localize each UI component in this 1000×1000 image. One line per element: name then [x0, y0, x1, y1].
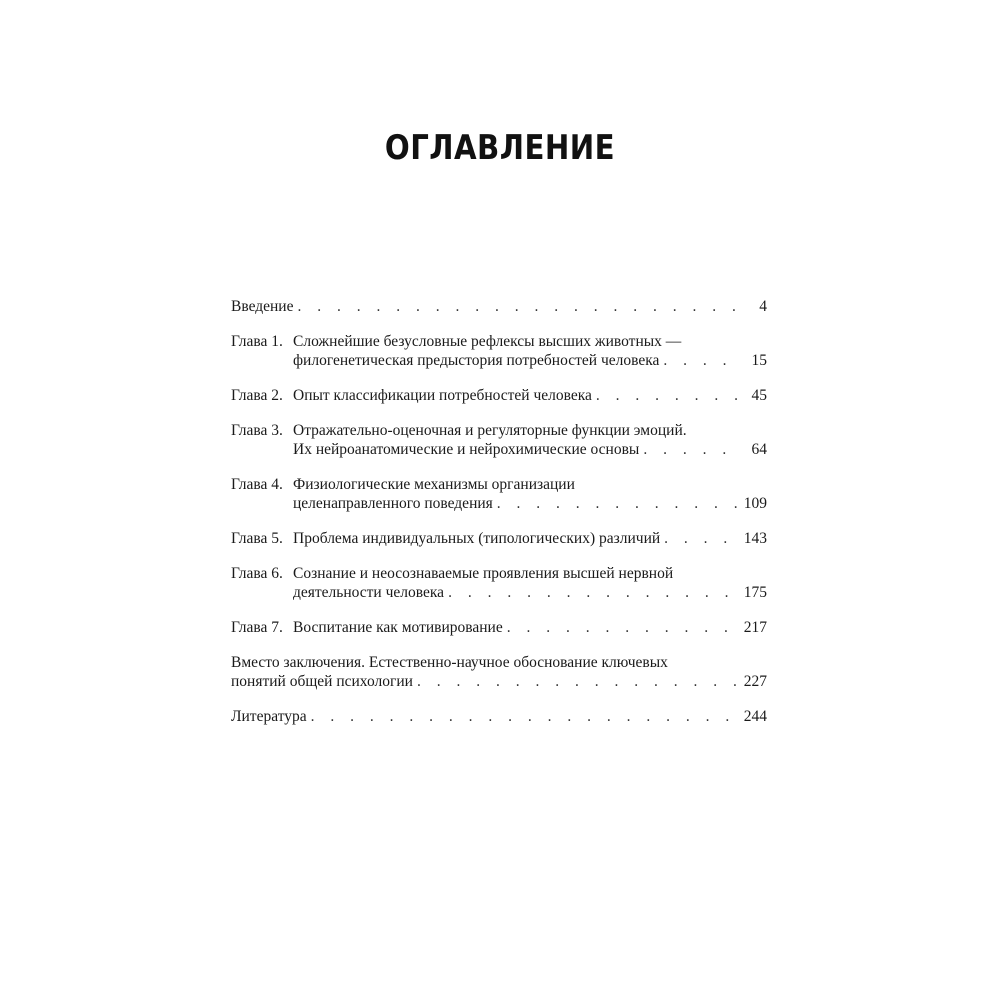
toc-entry-page-number: 244 [743, 708, 767, 725]
toc-entry-title: Литература [231, 708, 307, 725]
toc-entry-chapter-1[interactable] [231, 332, 767, 370]
toc-entry-title: филогенетическая предыстория потребностей человека [293, 352, 660, 369]
toc-entry-chapter-4[interactable] [231, 475, 767, 513]
dot-leader [311, 707, 739, 726]
toc-entry-page-number: 4 [759, 298, 767, 315]
dot-leader [643, 440, 739, 459]
toc-entry-chapter-label: Глава 1. [231, 333, 283, 350]
toc-entry-body [293, 529, 767, 548]
toc-entry-title: понятий общей психологии [231, 673, 413, 690]
toc-entry-page-number: 175 [743, 584, 767, 601]
toc-entry-title-line: Сложнейшие безусловные рефлексы высших животных — [293, 333, 682, 350]
toc-entry-last-line [293, 351, 767, 370]
toc-entry-page-number: 143 [743, 530, 767, 547]
toc-entry-title: Введение [231, 298, 294, 315]
toc-entry-body [293, 618, 767, 637]
toc-entry-page-number: 64 [751, 441, 767, 458]
toc-entry-conclusion[interactable] [231, 653, 767, 691]
toc-entry-page-number: 217 [743, 619, 767, 636]
toc-entry-last-line [231, 672, 767, 691]
toc-entry-page-number: 45 [751, 387, 767, 404]
toc-entry-title: деятельности человека [293, 584, 445, 601]
toc-entry-last-line [293, 583, 767, 602]
toc-entry-introduction[interactable] [231, 297, 767, 316]
dot-leader [417, 672, 739, 691]
toc-entry-body [293, 475, 767, 513]
toc-entry-body [293, 421, 767, 459]
toc-entry-title-line: Вместо заключения. Естественно-научное обоснование ключевых [231, 654, 668, 671]
toc-entry-body [231, 653, 767, 691]
toc-entry-chapter-3[interactable] [231, 421, 767, 459]
toc-entry-title-line: Отражательно-оценочная и регуляторные функции эмоций. [293, 422, 687, 439]
dot-leader [448, 583, 739, 602]
toc-entry-last-line [231, 297, 767, 316]
toc-entry-last-line [293, 440, 767, 459]
toc-entry-body [293, 386, 767, 405]
dot-leader [497, 494, 739, 513]
toc-entry-body [231, 707, 767, 726]
toc-entry-page-number: 227 [743, 673, 767, 690]
dot-leader [596, 386, 739, 405]
toc-entry-chapter-6[interactable] [231, 564, 767, 602]
table-of-contents [231, 297, 767, 742]
toc-entry-last-line [293, 494, 767, 513]
toc-entry-title: Проблема индивидуальных (типологических) различий [293, 530, 661, 547]
toc-entry-chapter-7[interactable] [231, 618, 767, 637]
toc-entry-last-line [293, 529, 767, 548]
dot-leader [297, 297, 739, 316]
toc-entry-body [293, 332, 767, 370]
toc-entry-chapter-5[interactable] [231, 529, 767, 548]
toc-entry-title-line: Сознание и неосознаваемые проявления высшей нервной [293, 565, 674, 582]
page-title: ОГЛАВЛЕНИЕ [384, 128, 616, 168]
toc-entry-last-line [293, 618, 767, 637]
dot-leader [663, 351, 739, 370]
toc-entry-title-line: Физиологические механизмы организации [293, 476, 575, 493]
toc-entry-chapter-label: Глава 6. [231, 565, 283, 582]
toc-entry-last-line [293, 386, 767, 405]
toc-entry-chapter-label: Глава 4. [231, 476, 283, 493]
toc-entry-body [231, 297, 767, 316]
toc-entry-chapter-label: Глава 5. [231, 530, 283, 547]
toc-entry-chapter-2[interactable] [231, 386, 767, 405]
toc-entry-title: Воспитание как мотивирование [293, 619, 503, 636]
toc-entry-chapter-label: Глава 3. [231, 422, 283, 439]
dot-leader [507, 618, 739, 637]
toc-entry-page-number: 109 [743, 495, 767, 512]
toc-entry-title: Опыт классификации потребностей человека [293, 387, 592, 404]
toc-entry-title: Их нейроанатомические и нейрохимические основы [293, 441, 640, 458]
toc-entry-chapter-label: Глава 7. [231, 619, 283, 636]
toc-entry-body [293, 564, 767, 602]
toc-entry-page-number: 15 [751, 352, 767, 369]
dot-leader [664, 529, 739, 548]
toc-entry-title: целенаправленного поведения [293, 495, 493, 512]
toc-entry-last-line [231, 707, 767, 726]
toc-entry-chapter-label: Глава 2. [231, 387, 283, 404]
toc-entry-bibliography[interactable] [231, 707, 767, 726]
